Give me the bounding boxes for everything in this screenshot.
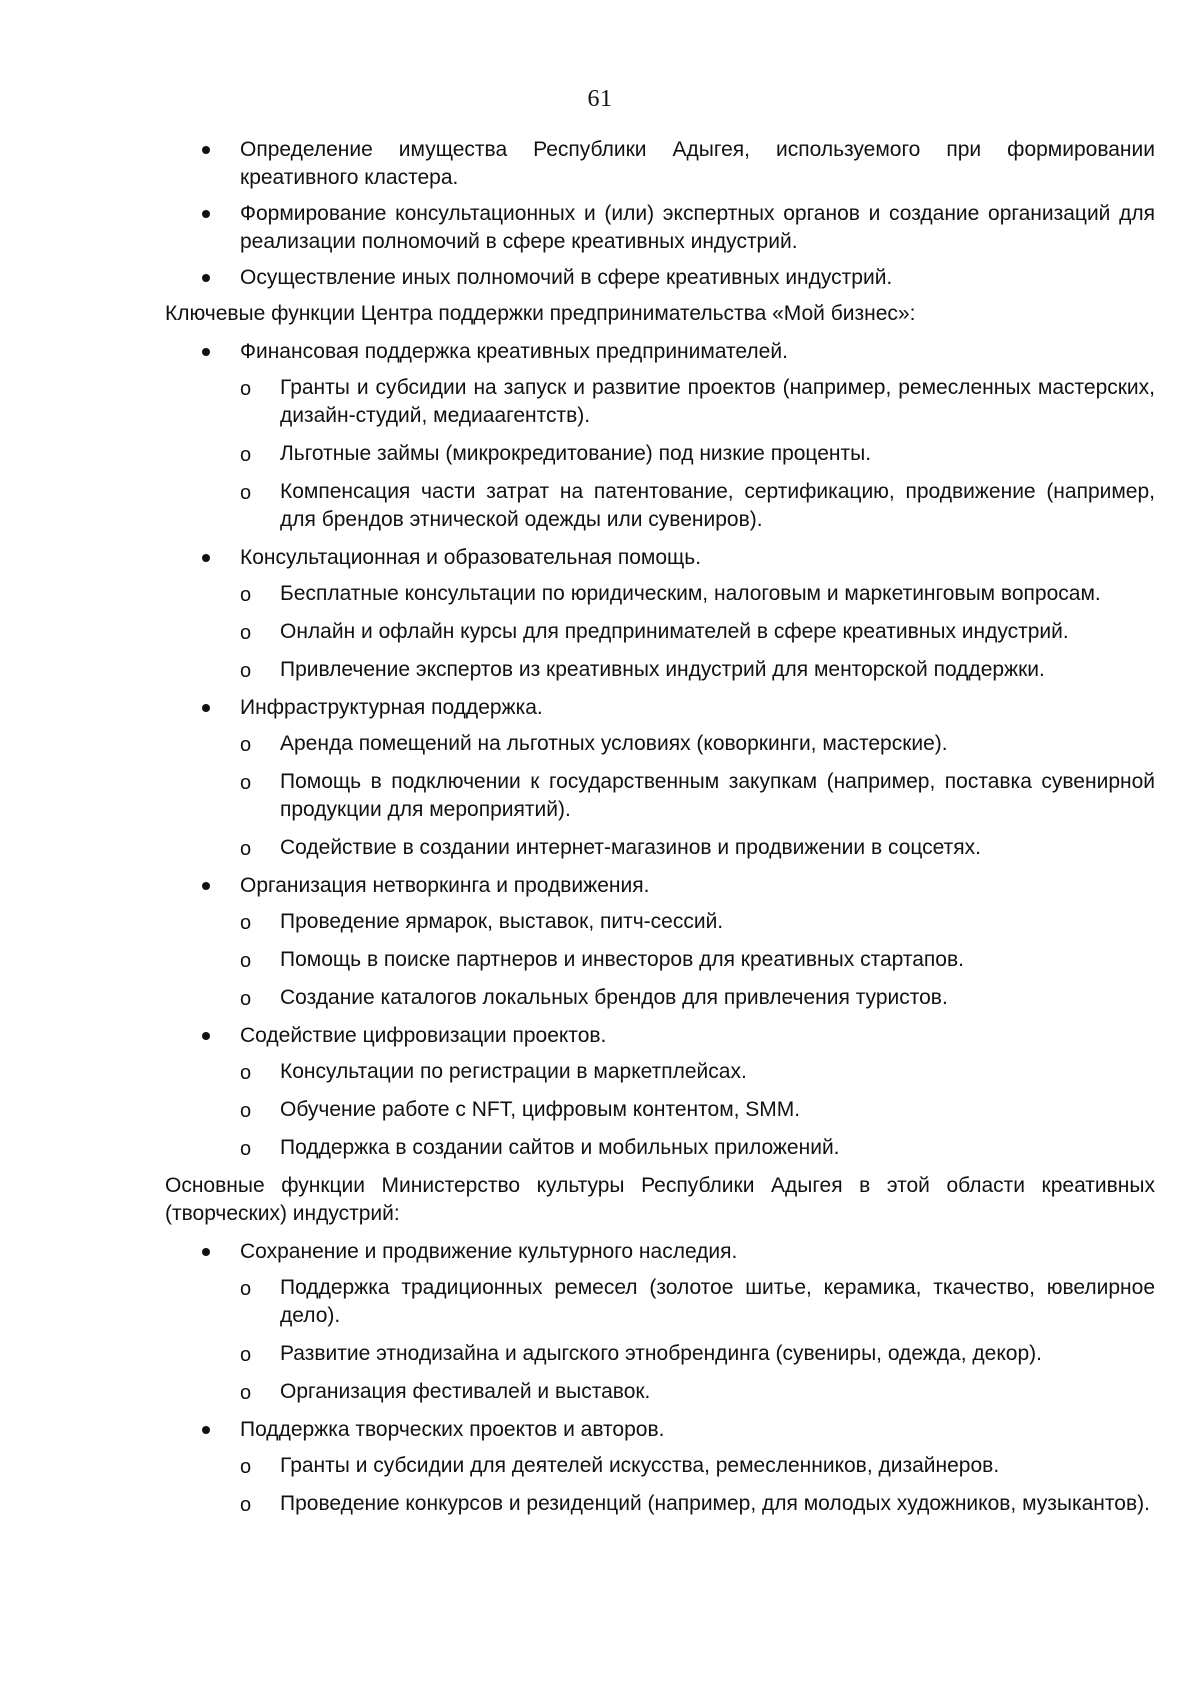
list-item: Сохранение и продвижение культурного наследия. o Поддержка традиционных ремесел (золотое шитье, керамика, ткачество, ювелирное дело). o Развитие этнодизайна и адыгского этнобрендинга (сувениры, одежда, декор). o Организация фестивалей и выставок. xyxy=(165,1238,1155,1406)
sub-list-item: o Привлечение экспертов из креативных индустрий для менторской поддержки. xyxy=(240,656,1155,684)
bullet-circle-icon: o xyxy=(240,1344,252,1366)
sub-list xyxy=(240,580,1155,684)
section-heading-ministry-culture: Основные функции Министерство культуры Республики Адыгея в этой области креативных (творческих) индустрий: xyxy=(165,1174,1155,1225)
sub-list-item: o Бесплатные консультации по юридическим, налоговым и маркетинговым вопросам. xyxy=(240,580,1155,608)
bullet-circle-icon: o xyxy=(240,912,252,934)
sub-list-item: o Помощь в поиске партнеров и инвесторов для креативных стартапов. xyxy=(240,946,1155,974)
list-item: Консультационная и образовательная помощь. o Бесплатные консультации по юридическим, налоговым и маркетинговым вопросам. o Онлайн и офлайн курсы для предпринимателей в сфере креативных индустрий. o Привлечение экспертов из креативных индустрий для менторской поддержки. xyxy=(165,544,1155,684)
list-item: Определение имущества Республики Адыгея, используемого при формировании креативного кластера. xyxy=(165,136,1155,192)
sub-list xyxy=(240,374,1155,534)
bullet-dot-icon xyxy=(202,348,210,356)
list-item: Формирование консультационных и (или) экспертных органов и создание организаций для реализации полномочий в сфере креативных индустрий. xyxy=(165,200,1155,256)
sub-list-item: o Поддержка в создании сайтов и мобильных приложений. xyxy=(240,1134,1155,1162)
sub-list-item: o Содействие в создании интернет-магазинов и продвижении в соцсетях. xyxy=(240,834,1155,862)
bullet-circle-icon: o xyxy=(240,1062,252,1084)
bullet-circle-icon: o xyxy=(240,660,252,682)
bullet-circle-icon: o xyxy=(240,1456,252,1478)
bullet-dot-icon xyxy=(202,210,210,218)
bullet-circle-icon: o xyxy=(240,584,252,606)
bullet-circle-icon: o xyxy=(240,1382,252,1404)
bullet-circle-icon: o xyxy=(240,734,252,756)
list-item: Финансовая поддержка креативных предпринимателей. o Гранты и субсидии на запуск и развитие проектов (например, ремесленных мастерских, дизайн-студий, медиаагентств). o Льготные займы (микрокредитование) под низкие проценты. o Компенсация части затрат на патентование, сертификацию, продвижение (например, для брендов этнической одежды или сувениров). xyxy=(165,338,1155,534)
bullet-dot-icon xyxy=(202,1426,210,1434)
sub-list xyxy=(240,1058,1155,1162)
sub-list-item: o Гранты и субсидии на запуск и развитие проектов (например, ремесленных мастерских, дизайн-студий, медиаагентств). xyxy=(240,376,1155,427)
bullet-dot-icon xyxy=(202,704,210,712)
bullet-circle-icon: o xyxy=(240,1100,252,1122)
bullet-circle-icon: o xyxy=(240,622,252,644)
list-item: Осуществление иных полномочий в сфере креативных индустрий. xyxy=(165,264,1155,292)
sub-list-item: o Гранты и субсидии для деятелей искусства, ремесленников, дизайнеров. xyxy=(240,1452,1155,1480)
bullet-dot-icon xyxy=(202,554,210,562)
section2-bullet-list xyxy=(165,1238,1155,1518)
bullet-circle-icon: o xyxy=(240,1278,252,1300)
section-heading-moy-biznes: Ключевые функции Центра поддержки предпринимательства «Мой бизнес»: xyxy=(165,302,916,325)
page-number: 61 xyxy=(587,86,613,112)
list-item: Поддержка творческих проектов и авторов. o Гранты и субсидии для деятелей искусства, ремесленников, дизайнеров. o Проведение конкурсов и резиденций (например, для молодых художников, музыкантов). xyxy=(165,1416,1155,1518)
sub-list-item: o Аренда помещений на льготных условиях (коворкинги, мастерские). xyxy=(240,730,1155,758)
sub-list xyxy=(240,1452,1155,1518)
section1-bullet-list xyxy=(165,338,1155,1162)
sub-list xyxy=(240,908,1155,1012)
sub-list-item: o Проведение ярмарок, выставок, питч-сессий. xyxy=(240,908,1155,936)
bullet-circle-icon: o xyxy=(240,950,252,972)
bullet-circle-icon: o xyxy=(240,444,252,466)
bullet-circle-icon: o xyxy=(240,482,252,504)
sub-list-item: o Обучение работе с NFT, цифровым контентом, SMM. xyxy=(240,1096,1155,1124)
sub-list-item: o Льготные займы (микрокредитование) под низкие проценты. xyxy=(240,440,1155,468)
bullet-circle-icon: o xyxy=(240,378,252,400)
bullet-dot-icon xyxy=(202,274,210,282)
document-body xyxy=(165,136,1155,1528)
bullet-circle-icon: o xyxy=(240,988,252,1010)
sub-list xyxy=(240,1274,1155,1406)
sub-list xyxy=(240,730,1155,862)
sub-list-item: o Онлайн и офлайн курсы для предпринимателей в сфере креативных индустрий. xyxy=(240,618,1155,646)
bullet-circle-icon: o xyxy=(240,838,252,860)
bullet-circle-icon: o xyxy=(240,772,252,794)
sub-list-item: o Развитие этнодизайна и адыгского этнобрендинга (сувениры, одежда, декор). xyxy=(240,1340,1155,1368)
bullet-dot-icon xyxy=(202,882,210,890)
sub-list-item: o Компенсация части затрат на патентование, сертификацию, продвижение (например, для брендов этнической одежды или сувениров). xyxy=(240,480,1155,531)
list-item: Инфраструктурная поддержка. o Аренда помещений на льготных условиях (коворкинги, мастерские). o Помощь в подключении к государственным закупкам (например, поставка сувенирной продукции для мероприятий). o Содействие в создании интернет-магазинов и продвижении в соцсетях. xyxy=(165,694,1155,862)
list-item: Организация нетворкинга и продвижения. o Проведение ярмарок, выставок, питч-сессий. o Помощь в поиске партнеров и инвесторов для креативных стартапов. o Создание каталогов локальных брендов для привлечения туристов. xyxy=(165,872,1155,1012)
bullet-dot-icon xyxy=(202,1032,210,1040)
bullet-circle-icon: o xyxy=(240,1138,252,1160)
bullet-circle-icon: o xyxy=(240,1494,252,1516)
sub-list-item: o Консультации по регистрации в маркетплейсах. xyxy=(240,1058,1155,1086)
sub-list-item: o Помощь в подключении к государственным закупкам (например, поставка сувенирной продукции для мероприятий). xyxy=(240,770,1155,821)
sub-list-item: o Создание каталогов локальных брендов для привлечения туристов. xyxy=(240,984,1155,1012)
sub-list-item: o Поддержка традиционных ремесел (золотое шитье, керамика, ткачество, ювелирное дело). xyxy=(240,1276,1155,1327)
top-bullet-list xyxy=(165,136,1155,292)
bullet-dot-icon xyxy=(202,146,210,154)
sub-list-item: o Организация фестивалей и выставок. xyxy=(240,1378,1155,1406)
list-item: Содействие цифровизации проектов. o Консультации по регистрации в маркетплейсах. o Обучение работе с NFT, цифровым контентом, SMM. o Поддержка в создании сайтов и мобильных приложений. xyxy=(165,1022,1155,1162)
sub-list-item: o Проведение конкурсов и резиденций (например, для молодых художников, музыкантов). xyxy=(240,1490,1155,1518)
bullet-dot-icon xyxy=(202,1248,210,1256)
